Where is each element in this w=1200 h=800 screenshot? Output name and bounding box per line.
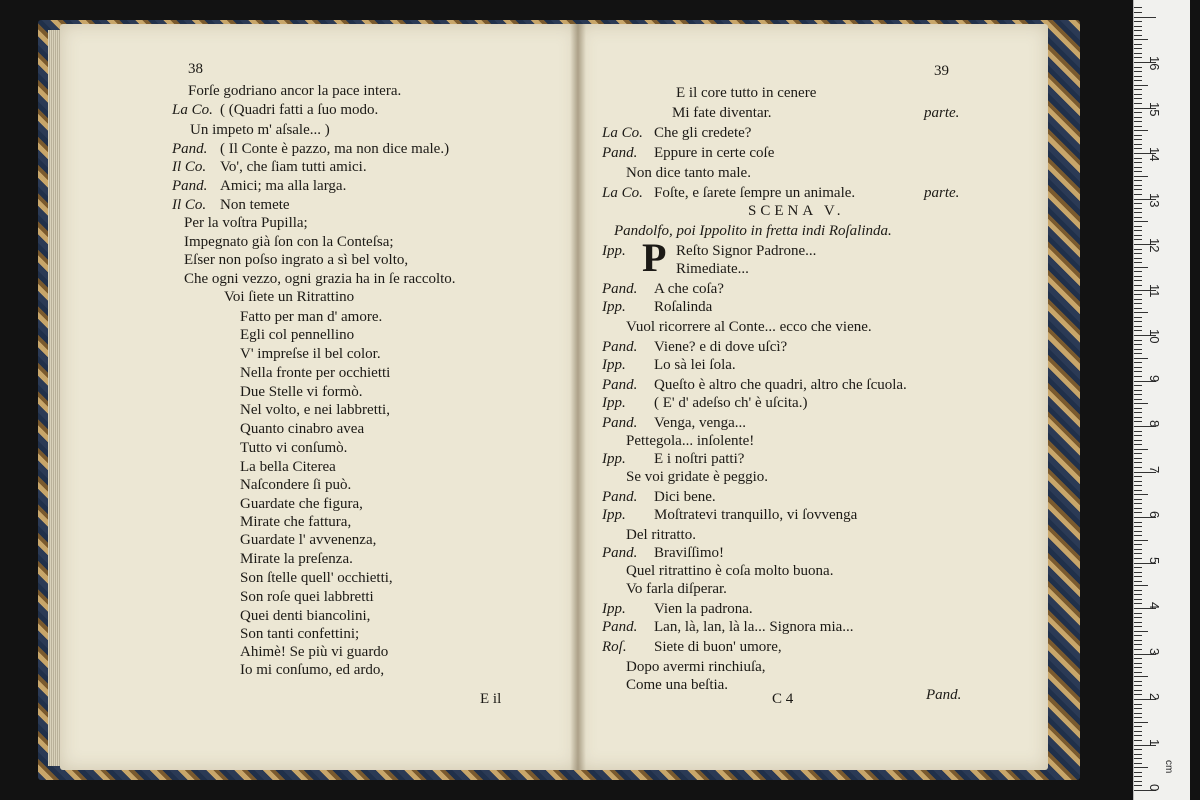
- verse-line: Venga, venga...: [654, 415, 747, 431]
- ruler-tick: [1134, 376, 1142, 377]
- ruler-tick: [1134, 444, 1142, 445]
- ruler-tick: [1134, 603, 1142, 604]
- ruler-tick: [1134, 53, 1142, 54]
- ruler-tick: [1134, 112, 1142, 113]
- ruler-tick: [1134, 776, 1142, 777]
- verse-line: La bella Citerea: [240, 459, 336, 475]
- verse-line: Reſto Signor Padrone...: [676, 243, 817, 259]
- ruler-tick: [1134, 80, 1142, 81]
- verse-line: V' impreſse il bel color.: [240, 346, 381, 362]
- ruler-tick: [1134, 572, 1142, 573]
- verse-line: Dopo avermi rinchiuſa,: [626, 659, 766, 675]
- speaker-label: Pand.: [602, 377, 638, 393]
- ruler-tick: [1134, 663, 1142, 664]
- ruler-tick: [1134, 694, 1142, 695]
- ruler-tick: [1134, 394, 1142, 395]
- ruler-tick: [1134, 690, 1142, 691]
- ruler-tick: [1134, 708, 1142, 709]
- speaker-label: Pand.: [602, 415, 638, 431]
- ruler-tick: [1134, 462, 1142, 463]
- ruler-tick: [1134, 267, 1148, 268]
- ruler-tick: [1134, 208, 1142, 209]
- ruler-tick: [1134, 722, 1148, 723]
- ruler-tick: [1134, 21, 1142, 22]
- ruler-tick: [1134, 613, 1142, 614]
- verse-line: Naſcondere ſi può.: [240, 477, 352, 493]
- ruler-tick: [1134, 681, 1142, 682]
- page-number: 38: [188, 61, 203, 77]
- ruler-label: 3: [1147, 647, 1162, 655]
- ruler-tick: [1134, 544, 1142, 545]
- speaker-label: Il Co.: [172, 159, 207, 175]
- ruler-tick: [1134, 494, 1148, 495]
- verse-line: Ahimè! Se più vi guardo: [240, 644, 389, 660]
- ruler-tick: [1134, 535, 1142, 536]
- verse-line: Due Stelle vi formò.: [240, 384, 363, 400]
- ruler-tick: [1134, 676, 1148, 677]
- stage-aside: parte.: [924, 105, 960, 121]
- ruler-tick: [1134, 308, 1142, 309]
- ruler-tick: [1134, 258, 1142, 259]
- ruler-tick: [1134, 731, 1142, 732]
- verse-line: Rimediate...: [676, 261, 749, 277]
- ruler-tick: [1134, 117, 1142, 118]
- ruler-tick: [1134, 458, 1142, 459]
- ruler-tick: [1134, 704, 1142, 705]
- ruler-tick: [1134, 98, 1142, 99]
- ruler-tick: [1134, 453, 1142, 454]
- speaker-label: Pand.: [602, 545, 638, 561]
- ruler-tick: [1134, 526, 1142, 527]
- ruler-tick: [1134, 312, 1148, 313]
- ruler-tick: [1134, 239, 1142, 240]
- ruler-label: 8: [1147, 420, 1162, 428]
- verse-line: Moſtratevi tranquillo, vi ſovvenga: [654, 507, 858, 523]
- ruler-tick: [1134, 417, 1142, 418]
- ruler-tick: [1134, 558, 1142, 559]
- verse-line: Pettegola... inſolente!: [626, 433, 755, 449]
- ruler-tick: [1134, 717, 1142, 718]
- speaker-label: Pand.: [602, 619, 638, 635]
- ruler-label: 6: [1147, 511, 1162, 519]
- ruler-tick: [1134, 658, 1142, 659]
- ruler-tick: [1134, 772, 1142, 773]
- speaker-label: Pand.: [172, 141, 208, 157]
- ruler-tick: [1134, 262, 1142, 263]
- ruler-unit: cm: [1163, 760, 1174, 774]
- verse-line: Forſe godriano ancor la pace intera.: [188, 83, 402, 99]
- verse-line: Vo farla diſperar.: [626, 581, 727, 597]
- ruler-tick: [1134, 126, 1142, 127]
- ruler-tick: [1134, 781, 1142, 782]
- ruler-tick: [1134, 540, 1148, 541]
- ruler-tick: [1134, 385, 1142, 386]
- ruler-tick: [1134, 221, 1148, 222]
- ruler-tick: [1134, 576, 1142, 577]
- ruler-tick: [1134, 139, 1142, 140]
- ruler-tick: [1134, 522, 1142, 523]
- verse-line: Quanto cinabro avea: [240, 421, 365, 437]
- ruler-tick: [1134, 549, 1142, 550]
- ruler-tick: [1134, 158, 1142, 159]
- verse-line: Del ritratto.: [626, 527, 696, 543]
- ruler-tick: [1134, 44, 1142, 45]
- speaker-label: Ipp.: [602, 243, 626, 259]
- ruler-tick: [1134, 449, 1148, 450]
- speaker-label: Pand.: [602, 145, 638, 161]
- verse-line: Tutto vi conſumò.: [240, 440, 348, 456]
- ruler-tick: [1134, 358, 1148, 359]
- verse-line: Fatto per man d' amore.: [240, 309, 383, 325]
- verse-line: Non temete: [220, 197, 290, 213]
- verse-line: ( E' d' adeſso ch' è uſcita.): [654, 395, 808, 411]
- verse-line: Impegnato già ſon con la Conteſsa;: [184, 234, 394, 250]
- ruler-tick: [1134, 581, 1142, 582]
- speaker-label: Ipp.: [602, 299, 626, 315]
- ruler-tick: [1134, 71, 1142, 72]
- verse-line: Braviſſimo!: [654, 545, 724, 561]
- ruler-tick: [1134, 749, 1142, 750]
- drop-capital: P: [642, 235, 667, 280]
- verse-line: Amici; ma alla larga.: [220, 178, 347, 194]
- ruler-tick: [1134, 412, 1142, 413]
- ruler-label: 12: [1147, 238, 1162, 253]
- ruler-tick: [1134, 48, 1142, 49]
- verse-line: E il core tutto in cenere: [676, 85, 817, 101]
- ruler-tick: [1134, 85, 1148, 86]
- ruler-tick: [1134, 7, 1142, 8]
- ruler-tick: [1134, 431, 1142, 432]
- verse-line: Egli col pennellino: [240, 327, 355, 343]
- speaker-label: Pand.: [602, 339, 638, 355]
- ruler-tick: [1134, 499, 1142, 500]
- verse-line: Eſser non poſso ingrato a sì bel volto,: [184, 252, 409, 268]
- ruler-tick: [1134, 599, 1142, 600]
- verse-line: Viene? e di dove uſcì?: [654, 339, 788, 355]
- ruler-tick: [1134, 726, 1142, 727]
- ruler-tick: [1134, 280, 1142, 281]
- ruler-tick: [1134, 626, 1142, 627]
- ruler-tick: [1134, 226, 1142, 227]
- ruler-tick: [1134, 299, 1142, 300]
- verse-line: Queſto è altro che quadri, altro che ſcuola.: [654, 377, 907, 393]
- ruler-tick: [1134, 644, 1142, 645]
- verse-line: Siete di buon' umore,: [654, 639, 782, 655]
- verse-line: Lan, là, lan, là la... Signora mia...: [654, 619, 854, 635]
- ruler-tick: [1134, 12, 1142, 13]
- verse-line: Io mi conſumo, ed ardo,: [240, 662, 385, 678]
- ruler-tick: [1134, 303, 1142, 304]
- ruler-tick: [1134, 399, 1142, 400]
- ruler-tick: [1134, 326, 1142, 327]
- ruler-tick: [1134, 294, 1142, 295]
- verse-line: Voi ſiete un Ritrattino: [224, 289, 355, 305]
- speaker-label: Ipp.: [602, 451, 626, 467]
- verse-line: E i noſtri patti?: [654, 451, 745, 467]
- ruler-label: 15: [1147, 101, 1162, 116]
- ruler-tick: [1134, 635, 1142, 636]
- ruler-tick: [1134, 435, 1142, 436]
- ruler-tick: [1134, 321, 1142, 322]
- ruler-tick: [1134, 130, 1148, 131]
- verse-line: Foſte, e ſarete ſempre un animale.: [654, 185, 856, 201]
- speaker-label: Roſ.: [602, 639, 627, 655]
- ruler-tick: [1134, 144, 1142, 145]
- speaker-label: Ipp.: [602, 601, 626, 617]
- ruler-tick: [1134, 17, 1156, 18]
- ruler-tick: [1134, 481, 1142, 482]
- ruler-label: 11: [1147, 283, 1162, 297]
- ruler-tick: [1134, 758, 1142, 759]
- ruler-tick: [1134, 203, 1142, 204]
- verse-line: Non dice tanto male.: [626, 165, 751, 181]
- left-page: [60, 24, 578, 770]
- speaker-label: Ipp.: [602, 357, 626, 373]
- speaker-label: Ipp.: [602, 507, 626, 523]
- ruler-tick: [1134, 754, 1142, 755]
- stage-direction: Pandolfo, poi Ippolito in fretta indi Roſalinda.: [614, 223, 892, 239]
- ruler-tick: [1134, 35, 1142, 36]
- verse-line: Nella fronte per occhietti: [240, 365, 391, 381]
- ruler-label: 10: [1147, 329, 1162, 344]
- verse-line: Che ogni vezzo, ogni grazia ha in ſe raccolto.: [184, 271, 456, 287]
- right-page: [578, 24, 1048, 770]
- ruler-tick: [1134, 230, 1142, 231]
- ruler-tick: [1134, 194, 1142, 195]
- book-gutter: [570, 24, 586, 770]
- verse-line: Vien la padrona.: [654, 601, 753, 617]
- ruler-tick: [1134, 649, 1142, 650]
- verse-line: Mi fate diventar.: [672, 105, 772, 121]
- ruler-tick: [1134, 467, 1142, 468]
- ruler-tick: [1134, 340, 1142, 341]
- page-number: 39: [934, 63, 949, 79]
- ruler-tick: [1134, 371, 1142, 372]
- ruler-label: 2: [1147, 693, 1162, 701]
- ruler-tick: [1134, 162, 1142, 163]
- ruler-tick: [1134, 57, 1142, 58]
- ruler-tick: [1134, 631, 1148, 632]
- verse-line: Guardate l' avvenenza,: [240, 532, 377, 548]
- ruler-tick: [1134, 271, 1142, 272]
- ruler-tick: [1134, 353, 1142, 354]
- verse-line: Se voi gridate è peggio.: [626, 469, 769, 485]
- ruler-tick: [1134, 189, 1142, 190]
- stage-aside: parte.: [924, 185, 960, 201]
- ruler-tick: [1134, 67, 1142, 68]
- catchword: Pand.: [926, 687, 962, 703]
- speaker-label: La Co.: [602, 125, 643, 141]
- speaker-label: La Co.: [172, 102, 213, 118]
- ruler-tick: [1134, 362, 1142, 363]
- ruler-label: 7: [1147, 465, 1162, 473]
- ruler-tick: [1134, 253, 1142, 254]
- ruler-tick: [1134, 622, 1142, 623]
- ruler-tick: [1134, 567, 1142, 568]
- verse-line: Son ſtelle quell' occhietti,: [240, 570, 393, 586]
- speaker-label: La Co.: [602, 185, 643, 201]
- ruler-tick: [1134, 76, 1142, 77]
- ruler-tick: [1134, 167, 1142, 168]
- ruler-tick: [1134, 685, 1142, 686]
- verse-line: Nel volto, e nei labbretti,: [240, 402, 390, 418]
- verse-line: Vuol ricorrere al Conte... ecco che viene.: [626, 319, 872, 335]
- ruler-tick: [1134, 249, 1142, 250]
- ruler-tick: [1134, 490, 1142, 491]
- verse-line: Quei denti biancolini,: [240, 608, 371, 624]
- verse-line: Vo', che ſiam tutti amici.: [220, 159, 367, 175]
- verse-line: ( Il Conte è pazzo, ma non dice male.): [220, 141, 450, 157]
- ruler-tick: [1134, 39, 1148, 40]
- ruler-label: 16: [1147, 56, 1162, 71]
- verse-line: Mirate la preſenza.: [240, 551, 353, 567]
- ruler-tick: [1134, 476, 1142, 477]
- ruler-tick: [1134, 763, 1142, 764]
- ruler-tick: [1134, 135, 1142, 136]
- ruler-tick: [1134, 667, 1142, 668]
- ruler-tick: [1134, 403, 1148, 404]
- verse-line: Mirate che fattura,: [240, 514, 352, 530]
- verse-line: Guardate che figura,: [240, 496, 363, 512]
- verse-line: Che gli credete?: [654, 125, 752, 141]
- ruler-tick: [1134, 89, 1142, 90]
- verse-line: Quel ritrattino è coſa molto buona.: [626, 563, 834, 579]
- ruler-tick: [1134, 349, 1142, 350]
- verse-line: Son roſe quei labbretti: [240, 589, 374, 605]
- ruler-tick: [1134, 121, 1142, 122]
- ruler-tick: [1134, 512, 1142, 513]
- ruler-tick: [1134, 508, 1142, 509]
- ruler-tick: [1134, 235, 1142, 236]
- verse-line: Per la voſtra Pupilla;: [184, 215, 308, 231]
- ruler-tick: [1134, 735, 1142, 736]
- ruler-tick: [1134, 440, 1142, 441]
- ruler-tick: [1134, 176, 1148, 177]
- ruler-tick: [1134, 740, 1142, 741]
- speaker-label: Il Co.: [172, 197, 207, 213]
- ruler-label: 14: [1147, 147, 1162, 162]
- ruler-tick: [1134, 640, 1142, 641]
- ruler-tick: [1134, 148, 1142, 149]
- verse-line: Son tanti confettini;: [240, 626, 360, 642]
- catchword: E il: [480, 691, 502, 707]
- ruler-tick: [1134, 485, 1142, 486]
- ruler-tick: [1134, 317, 1142, 318]
- ruler-label: 5: [1147, 556, 1162, 564]
- ruler-tick: [1134, 503, 1142, 504]
- ruler-tick: [1134, 330, 1142, 331]
- ruler-label: 13: [1147, 192, 1162, 207]
- verse-line: Eppure in certe coſe: [654, 145, 775, 161]
- ruler-tick: [1134, 30, 1142, 31]
- ruler-tick: [1134, 285, 1142, 286]
- ruler-tick: [1134, 421, 1142, 422]
- ruler-label: 9: [1147, 374, 1162, 382]
- ruler-tick: [1134, 390, 1142, 391]
- verse-line: Roſalinda: [654, 299, 713, 315]
- ruler-label: 4: [1147, 602, 1162, 610]
- verse-line: A che coſa?: [654, 281, 724, 297]
- ruler-tick: [1134, 585, 1148, 586]
- ruler-tick: [1134, 344, 1142, 345]
- speaker-label: Pand.: [602, 281, 638, 297]
- ruler-tick: [1134, 171, 1142, 172]
- verse-line: ( (Quadri fatti a ſuo modo.: [220, 102, 379, 118]
- ruler-tick: [1134, 785, 1142, 786]
- ruler-tick: [1134, 408, 1142, 409]
- scene-heading: SCENA V.: [748, 203, 845, 219]
- signature-mark: C 4: [772, 691, 794, 707]
- verse-line: Dici bene.: [654, 489, 716, 505]
- verse-line: Come una beſtia.: [626, 677, 729, 693]
- ruler-tick: [1134, 367, 1142, 368]
- ruler-tick: [1134, 212, 1142, 213]
- measuring-ruler: [1133, 0, 1190, 800]
- ruler-tick: [1134, 617, 1142, 618]
- verse-line: Lo sà lei ſola.: [654, 357, 736, 373]
- ruler-tick: [1134, 767, 1148, 768]
- ruler-tick: [1134, 531, 1142, 532]
- verse-line: Un impeto m' aſsale... ): [190, 122, 330, 138]
- ruler-tick: [1134, 672, 1142, 673]
- ruler-tick: [1134, 590, 1142, 591]
- ruler-tick: [1134, 185, 1142, 186]
- ruler-tick: [1134, 217, 1142, 218]
- speaker-label: Pand.: [172, 178, 208, 194]
- speaker-label: Ipp.: [602, 395, 626, 411]
- ruler-tick: [1134, 276, 1142, 277]
- ruler-tick: [1134, 594, 1142, 595]
- ruler-tick: [1134, 103, 1142, 104]
- ruler-tick: [1134, 94, 1142, 95]
- ruler-tick: [1134, 26, 1142, 27]
- speaker-label: Pand.: [602, 489, 638, 505]
- ruler-label: 0: [1147, 784, 1162, 792]
- ruler-tick: [1134, 553, 1142, 554]
- ruler-tick: [1134, 180, 1142, 181]
- ruler-tick: [1134, 713, 1142, 714]
- ruler-label: 1: [1147, 738, 1162, 746]
